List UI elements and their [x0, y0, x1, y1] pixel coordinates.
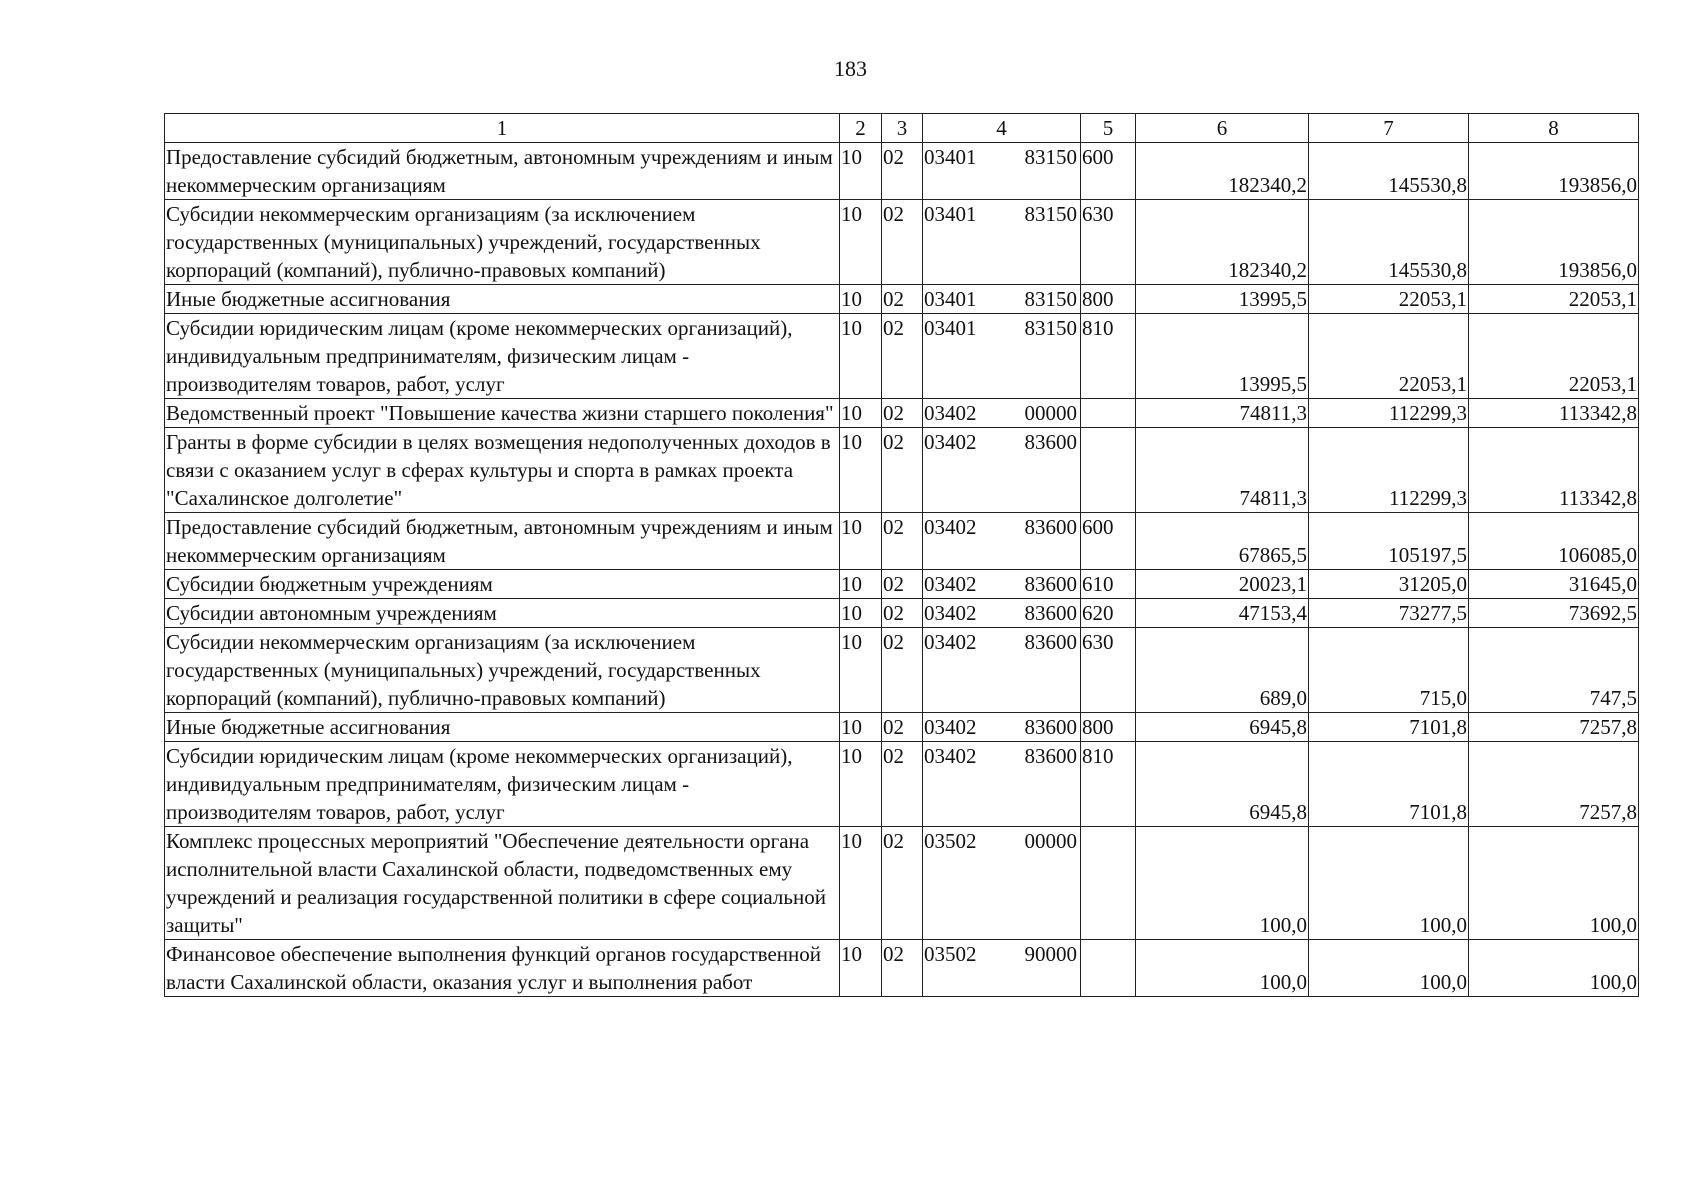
amount-col-8: 100,0 — [1469, 827, 1639, 940]
code-target-article — [923, 285, 1081, 314]
code-expense-type: 600 — [1081, 143, 1136, 200]
amount-col-7: 73277,5 — [1309, 599, 1469, 628]
amount-col-7: 31205,0 — [1309, 570, 1469, 599]
code-target-article — [923, 314, 1081, 399]
code-expense-type: 810 — [1081, 314, 1136, 399]
target-article-program: 03402 — [924, 744, 977, 768]
amount-col-6: 74811,3 — [1136, 399, 1309, 428]
row-name: Субсидии юридическим лицам (кроме некоммерческих организаций), индивидуальным предпринимателям, физическим лицам - производителям товаров, работ, услуг — [165, 314, 840, 399]
column-header-7: 7 — [1309, 114, 1469, 143]
code-target-article — [923, 399, 1081, 428]
amount-col-8: 73692,5 — [1469, 599, 1639, 628]
code-subsection: 02 — [882, 713, 923, 742]
column-header-1: 1 — [165, 114, 840, 143]
page-number: 183 — [834, 56, 867, 81]
code-expense-type: 620 — [1081, 599, 1136, 628]
code-target-article — [923, 713, 1081, 742]
target-article-program: 03402 — [924, 572, 977, 596]
budget-table — [164, 113, 1639, 997]
code-subsection: 02 — [882, 143, 923, 200]
code-subsection: 02 — [882, 570, 923, 599]
table-row — [165, 399, 1639, 428]
target-article-program: 03502 — [924, 829, 977, 853]
code-target-article — [923, 599, 1081, 628]
code-section: 10 — [840, 599, 882, 628]
code-target-article — [923, 513, 1081, 570]
amount-col-8: 113342,8 — [1469, 428, 1639, 513]
code-section: 10 — [840, 143, 882, 200]
table-row — [165, 628, 1639, 713]
code-subsection: 02 — [882, 827, 923, 940]
target-article-direction: 83150 — [1024, 316, 1077, 340]
target-article-direction: 90000 — [1024, 942, 1077, 966]
header-row — [165, 114, 1639, 143]
row-name: Субсидии некоммерческим организациям (за исключением государственных (муниципальных) учреждений, государственных корпораций (компаний), публично-правовых компаний) — [165, 200, 840, 285]
table-row — [165, 428, 1639, 513]
row-name: Комплекс процессных мероприятий "Обеспечение деятельности органа исполнительной власти Сахалинской области, подведомственных ему учреждений и реализация государственной политики в сфере социальной защиты" — [165, 827, 840, 940]
amount-col-8: 100,0 — [1469, 940, 1639, 997]
code-subsection: 02 — [882, 628, 923, 713]
code-section: 10 — [840, 827, 882, 940]
code-target-article — [923, 570, 1081, 599]
target-article-direction: 83150 — [1024, 145, 1077, 169]
amount-col-7: 7101,8 — [1309, 713, 1469, 742]
column-header-5: 5 — [1081, 114, 1136, 143]
row-name: Субсидии автономным учреждениям — [165, 599, 840, 628]
code-section: 10 — [840, 513, 882, 570]
amount-col-7: 715,0 — [1309, 628, 1469, 713]
table-row — [165, 827, 1639, 940]
amount-col-7: 100,0 — [1309, 940, 1469, 997]
code-expense-type: 610 — [1081, 570, 1136, 599]
amount-col-8: 7257,8 — [1469, 742, 1639, 827]
code-subsection: 02 — [882, 200, 923, 285]
code-subsection: 02 — [882, 285, 923, 314]
amount-col-8: 7257,8 — [1469, 713, 1639, 742]
amount-col-6: 13995,5 — [1136, 285, 1309, 314]
target-article-direction: 83600 — [1024, 430, 1077, 454]
amount-col-7: 7101,8 — [1309, 742, 1469, 827]
code-subsection: 02 — [882, 513, 923, 570]
amount-col-8: 31645,0 — [1469, 570, 1639, 599]
target-article-program: 03402 — [924, 715, 977, 739]
table-row — [165, 143, 1639, 200]
code-section: 10 — [840, 628, 882, 713]
target-article-program: 03401 — [924, 145, 977, 169]
code-subsection: 02 — [882, 599, 923, 628]
table-row — [165, 314, 1639, 399]
code-expense-type — [1081, 399, 1136, 428]
amount-col-6: 13995,5 — [1136, 314, 1309, 399]
amount-col-8: 22053,1 — [1469, 285, 1639, 314]
row-name: Ведомственный проект "Повышение качества жизни старшего поколения" — [165, 399, 840, 428]
row-name: Субсидии некоммерческим организациям (за исключением государственных (муниципальных) учреждений, государственных корпораций (компаний), публично-правовых компаний) — [165, 628, 840, 713]
table-row — [165, 713, 1639, 742]
target-article-program: 03502 — [924, 942, 977, 966]
code-subsection: 02 — [882, 940, 923, 997]
code-target-article — [923, 143, 1081, 200]
target-article-direction: 83600 — [1024, 515, 1077, 539]
target-article-direction: 00000 — [1024, 829, 1077, 853]
code-section: 10 — [840, 399, 882, 428]
amount-col-8: 106085,0 — [1469, 513, 1639, 570]
target-article-direction: 83600 — [1024, 601, 1077, 625]
amount-col-7: 105197,5 — [1309, 513, 1469, 570]
code-expense-type — [1081, 940, 1136, 997]
target-article-program: 03402 — [924, 430, 977, 454]
amount-col-7: 112299,3 — [1309, 428, 1469, 513]
target-article-direction: 00000 — [1024, 401, 1077, 425]
amount-col-7: 112299,3 — [1309, 399, 1469, 428]
code-target-article — [923, 628, 1081, 713]
amount-col-6: 20023,1 — [1136, 570, 1309, 599]
table-row — [165, 940, 1639, 997]
row-name: Предоставление субсидий бюджетным, автономным учреждениям и иным некоммерческим организациям — [165, 513, 840, 570]
code-section: 10 — [840, 428, 882, 513]
row-name: Иные бюджетные ассигнования — [165, 713, 840, 742]
code-target-article — [923, 428, 1081, 513]
amount-col-6: 67865,5 — [1136, 513, 1309, 570]
code-section: 10 — [840, 570, 882, 599]
amount-col-8: 193856,0 — [1469, 143, 1639, 200]
amount-col-6: 182340,2 — [1136, 200, 1309, 285]
amount-col-7: 145530,8 — [1309, 200, 1469, 285]
amount-col-7: 100,0 — [1309, 827, 1469, 940]
amount-col-6: 182340,2 — [1136, 143, 1309, 200]
code-section: 10 — [840, 200, 882, 285]
column-header-4: 4 — [923, 114, 1081, 143]
column-header-6: 6 — [1136, 114, 1309, 143]
code-expense-type: 800 — [1081, 285, 1136, 314]
column-header-2: 2 — [840, 114, 882, 143]
target-article-direction: 83600 — [1024, 715, 1077, 739]
row-name: Субсидии юридическим лицам (кроме некоммерческих организаций), индивидуальным предпринимателям, физическим лицам - производителям товаров, работ, услуг — [165, 742, 840, 827]
code-expense-type: 630 — [1081, 200, 1136, 285]
amount-col-8: 193856,0 — [1469, 200, 1639, 285]
table-row — [165, 513, 1639, 570]
column-header-3: 3 — [882, 114, 923, 143]
amount-col-6: 74811,3 — [1136, 428, 1309, 513]
amount-col-7: 22053,1 — [1309, 285, 1469, 314]
target-article-direction: 83600 — [1024, 630, 1077, 654]
target-article-direction: 83600 — [1024, 572, 1077, 596]
code-expense-type — [1081, 428, 1136, 513]
code-expense-type — [1081, 827, 1136, 940]
row-name: Иные бюджетные ассигнования — [165, 285, 840, 314]
amount-col-7: 145530,8 — [1309, 143, 1469, 200]
amount-col-6: 6945,8 — [1136, 742, 1309, 827]
amount-col-8: 113342,8 — [1469, 399, 1639, 428]
code-expense-type: 630 — [1081, 628, 1136, 713]
code-expense-type: 600 — [1081, 513, 1136, 570]
code-section: 10 — [840, 742, 882, 827]
amount-col-6: 6945,8 — [1136, 713, 1309, 742]
amount-col-6: 689,0 — [1136, 628, 1309, 713]
table-row — [165, 742, 1639, 827]
row-name: Предоставление субсидий бюджетным, автономным учреждениям и иным некоммерческим организациям — [165, 143, 840, 200]
code-section: 10 — [840, 713, 882, 742]
table-body — [165, 114, 1639, 997]
code-target-article — [923, 742, 1081, 827]
amount-col-6: 100,0 — [1136, 940, 1309, 997]
amount-col-7: 22053,1 — [1309, 314, 1469, 399]
code-target-article — [923, 200, 1081, 285]
row-name: Субсидии бюджетным учреждениям — [165, 570, 840, 599]
code-section: 10 — [840, 285, 882, 314]
target-article-direction: 83150 — [1024, 202, 1077, 226]
code-target-article — [923, 827, 1081, 940]
code-expense-type: 800 — [1081, 713, 1136, 742]
amount-col-8: 22053,1 — [1469, 314, 1639, 399]
code-expense-type: 810 — [1081, 742, 1136, 827]
target-article-program: 03401 — [924, 202, 977, 226]
code-subsection: 02 — [882, 742, 923, 827]
row-name: Финансовое обеспечение выполнения функций органов государственной власти Сахалинской области, оказания услуг и выполнения работ — [165, 940, 840, 997]
code-target-article — [923, 940, 1081, 997]
target-article-program: 03401 — [924, 316, 977, 340]
code-subsection: 02 — [882, 399, 923, 428]
target-article-direction: 83600 — [1024, 744, 1077, 768]
target-article-program: 03402 — [924, 515, 977, 539]
table-row — [165, 200, 1639, 285]
amount-col-6: 47153,4 — [1136, 599, 1309, 628]
code-subsection: 02 — [882, 428, 923, 513]
table-row — [165, 570, 1639, 599]
table-row — [165, 599, 1639, 628]
target-article-program: 03402 — [924, 601, 977, 625]
target-article-direction: 83150 — [1024, 287, 1077, 311]
code-section: 10 — [840, 314, 882, 399]
amount-col-8: 747,5 — [1469, 628, 1639, 713]
row-name: Гранты в форме субсидии в целях возмещения недополученных доходов в связи с оказанием услуг в сферах культуры и спорта в рамках проекта "Сахалинское долголетие" — [165, 428, 840, 513]
target-article-program: 03402 — [924, 401, 977, 425]
target-article-program: 03402 — [924, 630, 977, 654]
code-section: 10 — [840, 940, 882, 997]
code-subsection: 02 — [882, 314, 923, 399]
target-article-program: 03401 — [924, 287, 977, 311]
column-header-8: 8 — [1469, 114, 1639, 143]
table-row — [165, 285, 1639, 314]
amount-col-6: 100,0 — [1136, 827, 1309, 940]
